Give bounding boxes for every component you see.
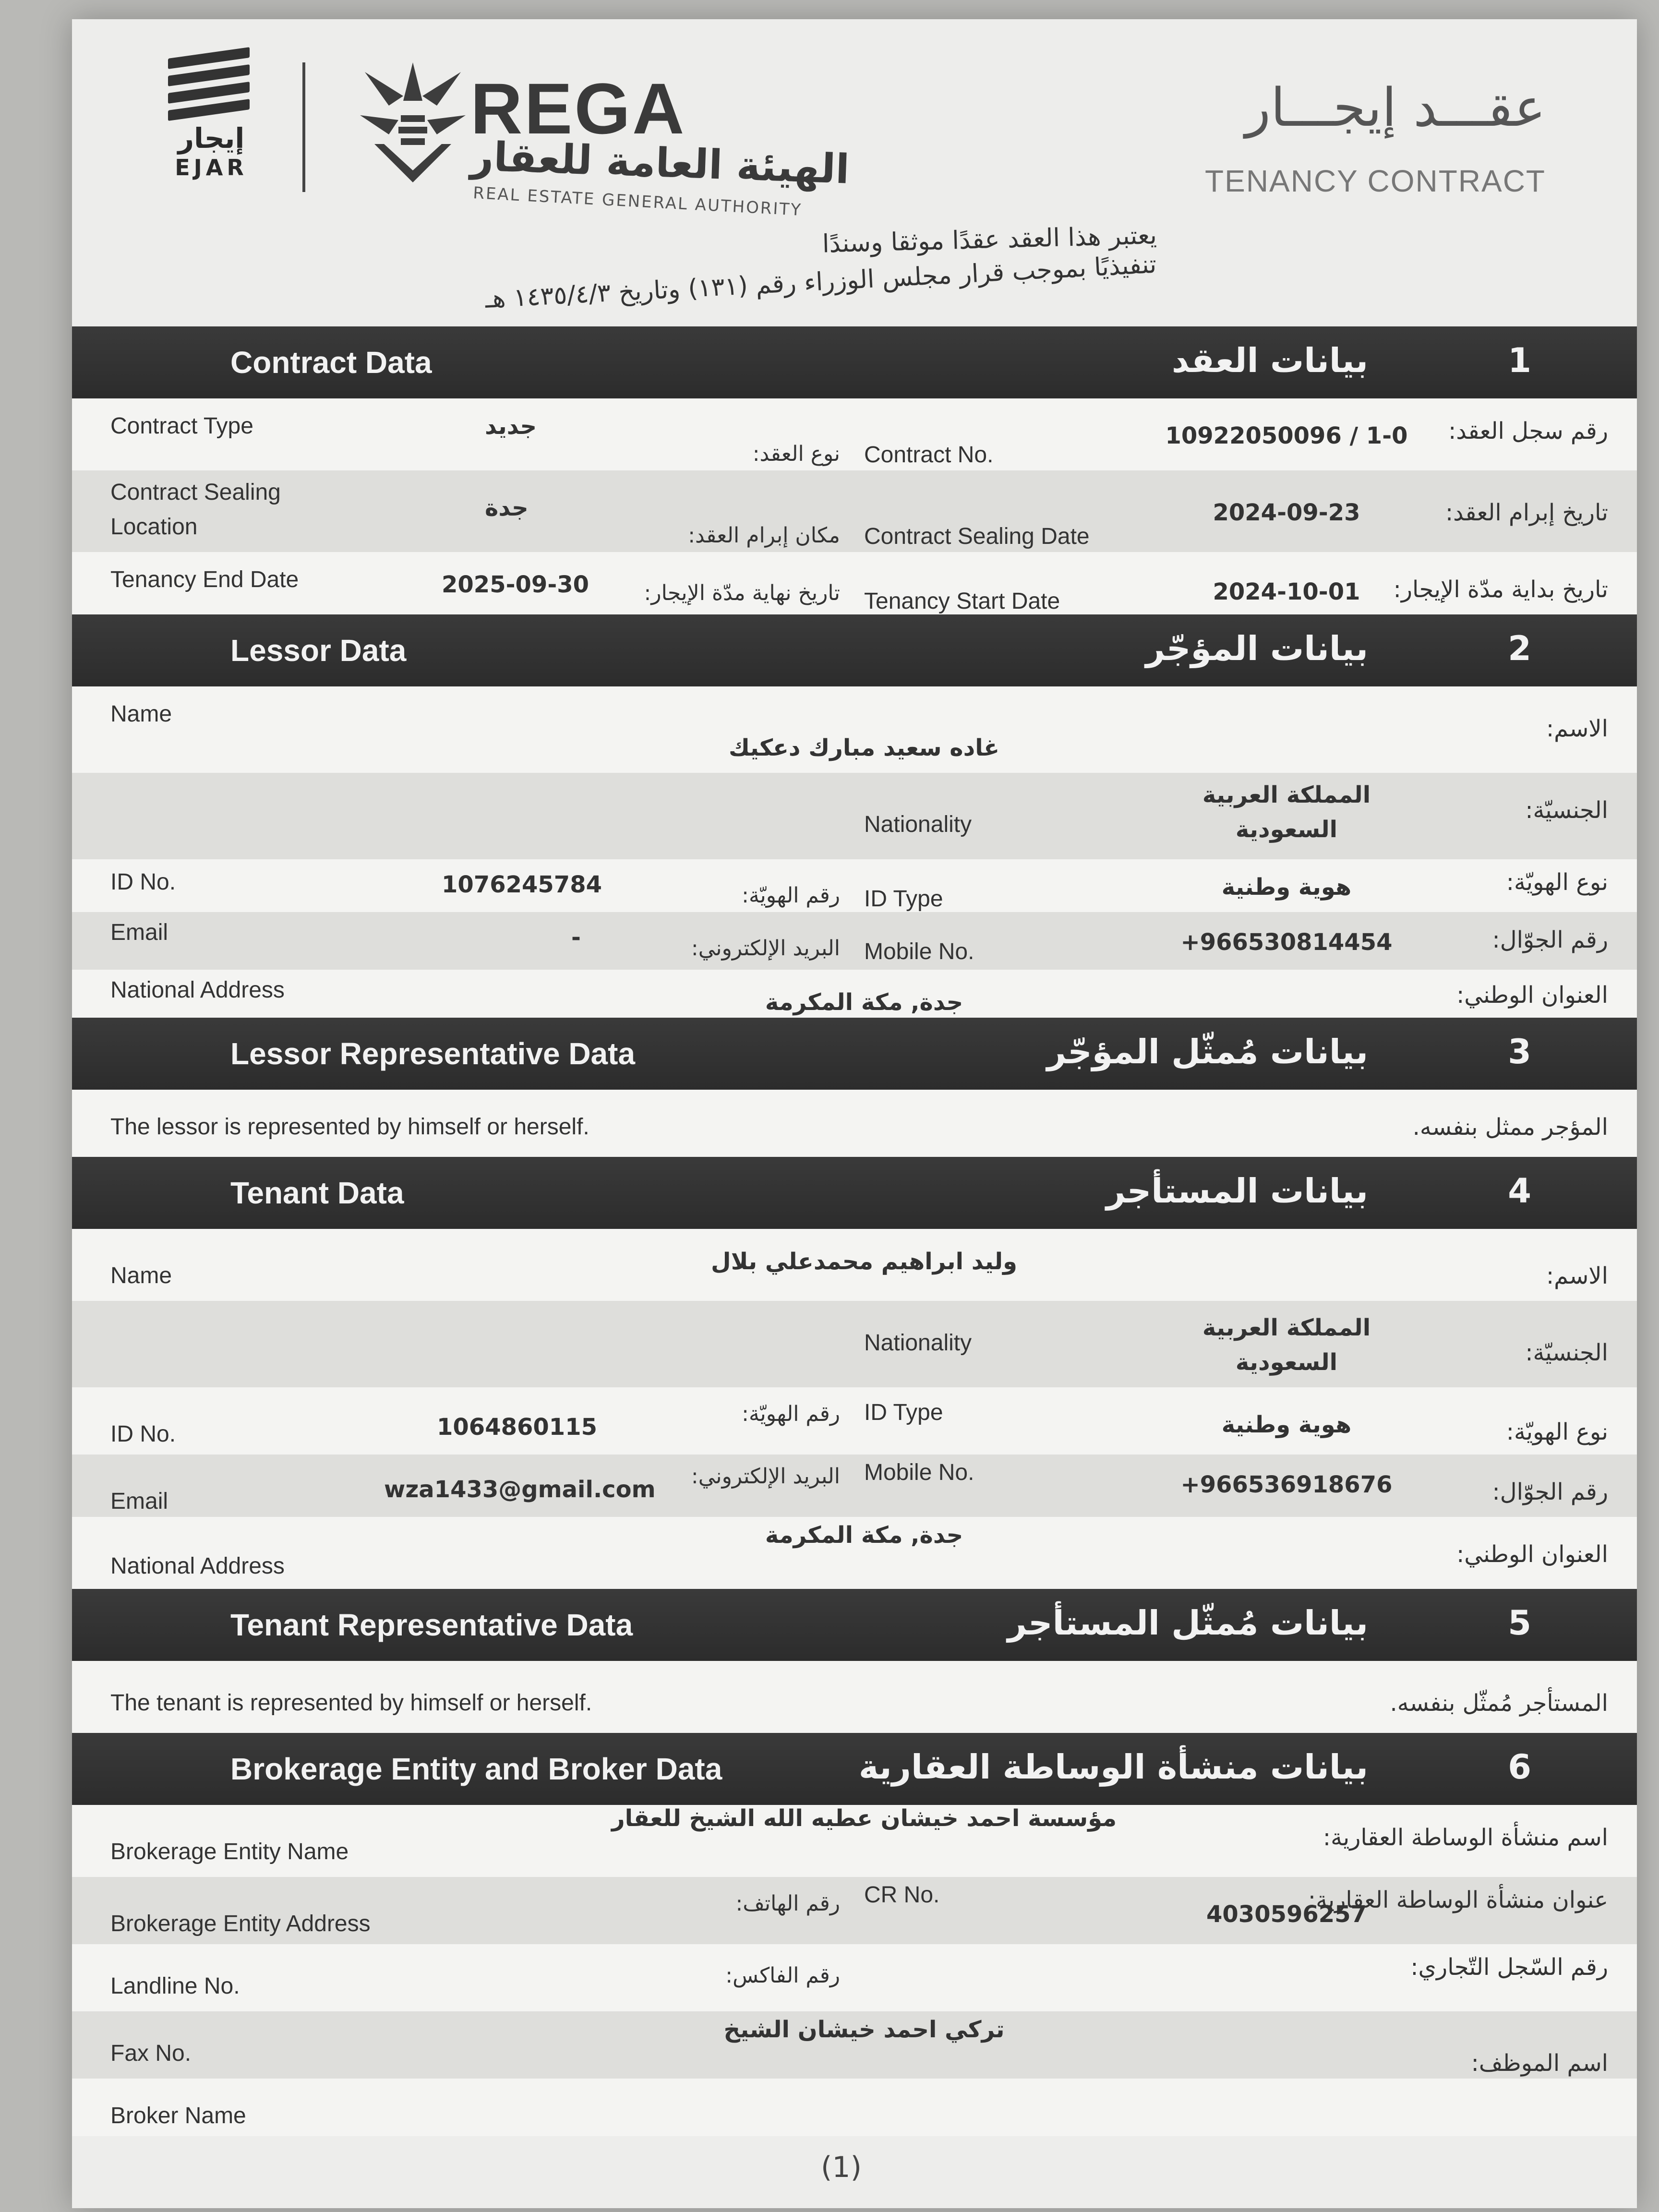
lessor-id-value: 1076245784 <box>442 871 602 898</box>
tenant-nationality-label: Nationality <box>864 1330 972 1356</box>
brokerage-row-broker <box>72 2079 1637 2136</box>
ejar-logo <box>163 53 259 180</box>
section-title-english: Lessor Representative Data <box>230 1036 636 1071</box>
entity-name-label: Brokerage Entity Name <box>110 1839 349 1864</box>
section-title-english: Lessor Data <box>230 633 407 668</box>
fax-label: Fax No. <box>110 2041 192 2066</box>
section-title-english: Tenant Representative Data <box>230 1608 633 1642</box>
tenant-id-value: 1064860115 <box>437 1414 597 1441</box>
location-value: جدة <box>485 494 529 521</box>
tenant-mobile-value: +966536918676 <box>1180 1471 1393 1498</box>
lessor-nationality-label-arabic: الجنسيّة: <box>1525 797 1608 824</box>
section-title-english: Brokerage Entity and Broker Data <box>230 1752 722 1786</box>
nationality-line-1: المملكة العربية <box>1202 1314 1371 1341</box>
section-header-contract <box>72 326 1637 398</box>
start-date-label-arabic: تاريخ بداية مدّة الإيجار: <box>1393 576 1608 603</box>
lessor-row-name <box>72 686 1637 773</box>
lessor-id-label: ID No. <box>110 869 176 895</box>
tenant-name-value: وليد ابراهيم محمدعلي بلال <box>711 1248 1017 1275</box>
lessor-id-type-label: ID Type <box>864 886 943 912</box>
tenant-email-label: Email <box>110 1489 168 1514</box>
entity-name-value: مؤسسة احمد خيشان عطيه الله الشيخ للعقار <box>611 1805 1117 1832</box>
landline-label: Landline No. <box>110 1973 240 1999</box>
section-number: 6 <box>1508 1747 1531 1787</box>
tenant-rep-text-arabic: المستأجر مُمثّل بنفسه. <box>1390 1690 1608 1717</box>
landline-label-arabic: رقم الهاتف: <box>735 1891 840 1916</box>
lessor-name-label-arabic: الاسم: <box>1546 715 1608 742</box>
section-title-arabic: بيانات منشأة الوساطة العقارية <box>858 1747 1368 1787</box>
lessor-nationality-label: Nationality <box>864 812 972 837</box>
section-title-arabic: بيانات مُمثّل المؤجّر <box>1046 1032 1368 1071</box>
tenant-row-address <box>72 1517 1637 1589</box>
tenant-row-nationality <box>72 1301 1637 1387</box>
document-title-arabic: عقـــد إيجـــار <box>1245 77 1546 138</box>
broker-name-label-arabic: اسم الموظف: <box>1471 2050 1608 2077</box>
section-number: 2 <box>1508 629 1531 668</box>
section-number: 4 <box>1508 1171 1531 1211</box>
tenant-nationality-label-arabic: الجنسيّة: <box>1525 1339 1608 1366</box>
section-number: 1 <box>1508 341 1531 380</box>
tenant-email-label-arabic: البريد الإلكتروني: <box>691 1464 840 1489</box>
brokerage-row-address <box>72 1877 1637 1944</box>
tenant-id-type-value: هوية وطنية <box>1221 1411 1352 1438</box>
lessor-email-label: Email <box>110 920 168 945</box>
section-number: 3 <box>1508 1032 1531 1071</box>
tenant-row-id <box>72 1387 1637 1455</box>
document-title-english: TENANCY CONTRACT <box>1205 164 1546 198</box>
tenant-row-contact <box>72 1455 1637 1517</box>
lessor-rep-text-arabic: المؤجر ممثل بنفسه. <box>1412 1114 1608 1141</box>
tenant-mobile-label: Mobile No. <box>864 1460 974 1485</box>
contract-no-label: Contract No. <box>864 442 994 468</box>
rega-arabic-name: الهيئة العامة للعقار <box>469 132 851 193</box>
tenant-name-label: Name <box>110 1263 172 1288</box>
cr-label: CR No. <box>864 1882 940 1908</box>
lessor-email-label-arabic: البريد الإلكتروني: <box>691 936 840 961</box>
ejar-logo-english: EJAR <box>175 155 248 180</box>
location-label-arabic: مكان إبرام العقد: <box>688 523 840 548</box>
tenant-id-label: ID No. <box>110 1421 176 1447</box>
entity-name-label-arabic: اسم منشأة الوساطة العقارية: <box>1322 1824 1608 1851</box>
lessor-id-label-arabic: رقم الهويّة: <box>742 883 840 908</box>
lessor-rep-row <box>72 1090 1637 1157</box>
lessor-email-value: - <box>571 924 581 951</box>
brokerage-row-fax <box>72 2011 1637 2079</box>
location-label-line-2: Location <box>110 514 198 540</box>
contract-type-label-arabic: نوع العقد: <box>752 442 840 466</box>
tenant-mobile-label-arabic: رقم الجوّال: <box>1492 1479 1608 1505</box>
section-header-lessor <box>72 614 1637 686</box>
section-title-arabic: بيانات العقد <box>1171 341 1368 380</box>
ejar-logo-arabic: إيجار <box>178 122 245 155</box>
section-title-arabic: بيانات المستأجر <box>1106 1171 1368 1211</box>
section-header-tenant-rep <box>72 1589 1637 1661</box>
tenant-id-label-arabic: رقم الهويّة: <box>742 1402 840 1426</box>
section-title-arabic: بيانات مُمثّل المستأجر <box>1007 1603 1368 1643</box>
nationality-line-2: السعودية <box>1235 816 1338 843</box>
section-header-tenant <box>72 1157 1637 1229</box>
end-date-label-arabic: تاريخ نهاية مدّة الإيجار: <box>644 581 840 605</box>
tenant-id-type-label: ID Type <box>864 1400 943 1425</box>
rega-english-name: REAL ESTATE GENERAL AUTHORITY <box>472 183 803 220</box>
broker-name-label: Broker Name <box>110 2103 246 2128</box>
contract-page <box>72 19 1637 2208</box>
tenant-rep-text-english: The tenant is represented by himself or herself. <box>110 1690 592 1716</box>
section-header-brokerage <box>72 1733 1637 1805</box>
end-date-value: 2025-09-30 <box>442 571 589 598</box>
start-date-value: 2024-10-01 <box>1213 578 1360 605</box>
entity-address-label-arabic: عنوان منشأة الوساطة العقارية: <box>1308 1887 1608 1913</box>
contract-no-value: 10922050096 / 1-0 <box>1165 422 1408 449</box>
lessor-row-contact <box>72 912 1637 970</box>
section-title-arabic: بيانات المؤجّر <box>1145 629 1368 668</box>
lessor-row-id <box>72 859 1637 912</box>
location-label <box>110 475 281 544</box>
sealing-date-value: 2024-09-23 <box>1213 499 1360 526</box>
nationality-line-2: السعودية <box>1235 1349 1338 1376</box>
legal-note-line-1: يعتبر هذا العقد عقدًا موثقا وسندًا <box>822 221 1157 259</box>
brokerage-row-landline <box>72 1944 1637 2011</box>
contract-row-type <box>72 398 1637 470</box>
document-header <box>72 19 1637 326</box>
contract-row-location <box>72 470 1637 552</box>
tenant-row-name <box>72 1229 1637 1301</box>
logo-divider <box>302 62 305 192</box>
tenant-address-label: National Address <box>110 1553 285 1579</box>
lessor-nationality-value <box>1152 778 1421 847</box>
contract-row-dates <box>72 552 1637 614</box>
lessor-rep-text-english: The lessor is represented by himself or herself. <box>110 1114 589 1140</box>
brokerage-row-name <box>72 1805 1637 1877</box>
lessor-row-nationality <box>72 773 1637 859</box>
end-date-label: Tenancy End Date <box>110 567 299 592</box>
ejar-stripes-icon <box>168 53 250 115</box>
lessor-name-label: Name <box>110 701 172 727</box>
tenant-rep-row <box>72 1661 1637 1733</box>
sealing-date-label-arabic: تاريخ إبرام العقد: <box>1445 499 1608 526</box>
lessor-mobile-value: +966530814454 <box>1180 929 1393 956</box>
lessor-row-address <box>72 970 1637 1018</box>
tenant-email-value: wza1433@gmail.com <box>384 1476 656 1503</box>
section-number: 5 <box>1508 1603 1531 1643</box>
page-number: (1) <box>821 2151 862 2184</box>
start-date-label: Tenancy Start Date <box>864 589 1060 614</box>
contract-type-label: Contract Type <box>110 413 253 439</box>
sealing-date-label: Contract Sealing Date <box>864 524 1090 549</box>
tenant-id-type-label-arabic: نوع الهويّة: <box>1506 1419 1608 1445</box>
fax-label-arabic: رقم الفاكس: <box>725 1963 840 1988</box>
rega-emblem-icon <box>360 62 466 187</box>
location-label-line-1: Contract Sealing <box>110 480 281 505</box>
lessor-address-label-arabic: العنوان الوطني: <box>1456 982 1608 1009</box>
lessor-mobile-label-arabic: رقم الجوّال: <box>1492 926 1608 953</box>
lessor-mobile-label: Mobile No. <box>864 939 974 964</box>
lessor-address-label: National Address <box>110 977 285 1003</box>
lessor-id-type-label-arabic: نوع الهويّة: <box>1506 869 1608 896</box>
section-header-lessor-rep <box>72 1018 1637 1090</box>
tenant-nationality-value <box>1152 1310 1421 1380</box>
tenant-address-label-arabic: العنوان الوطني: <box>1456 1541 1608 1568</box>
nationality-line-1: المملكة العربية <box>1202 781 1371 808</box>
section-title-english: Contract Data <box>230 345 432 380</box>
section-title-english: Tenant Data <box>230 1176 404 1210</box>
contract-no-label-arabic: رقم سجل العقد: <box>1448 418 1608 445</box>
tenant-name-label-arabic: الاسم: <box>1546 1262 1608 1289</box>
lessor-address-value: جدة, مكة المكرمة <box>765 989 963 1016</box>
cr-label-arabic: رقم السّجل التّجاري: <box>1410 1954 1608 1981</box>
lessor-name-value: غاده سعيد مبارك دعكيك <box>728 734 1000 761</box>
lessor-id-type-value: هوية وطنية <box>1221 874 1352 901</box>
rega-wordmark: REGA <box>470 68 686 149</box>
tenant-address-value: جدة, مكة المكرمة <box>765 1522 963 1549</box>
contract-type-value: جديد <box>485 413 537 440</box>
entity-address-label: Brokerage Entity Address <box>110 1911 371 1936</box>
legal-note-line-2: تنفيذيًا بموجب قرار مجلس الوزراء رقم (١٣١) وتاريخ ١٤٣٥/٤/٣ هـ <box>484 250 1157 314</box>
cr-value: 4030596257 <box>1206 1901 1367 1928</box>
broker-name-value: تركي احمد خيشان الشيخ <box>723 2016 1005 2043</box>
